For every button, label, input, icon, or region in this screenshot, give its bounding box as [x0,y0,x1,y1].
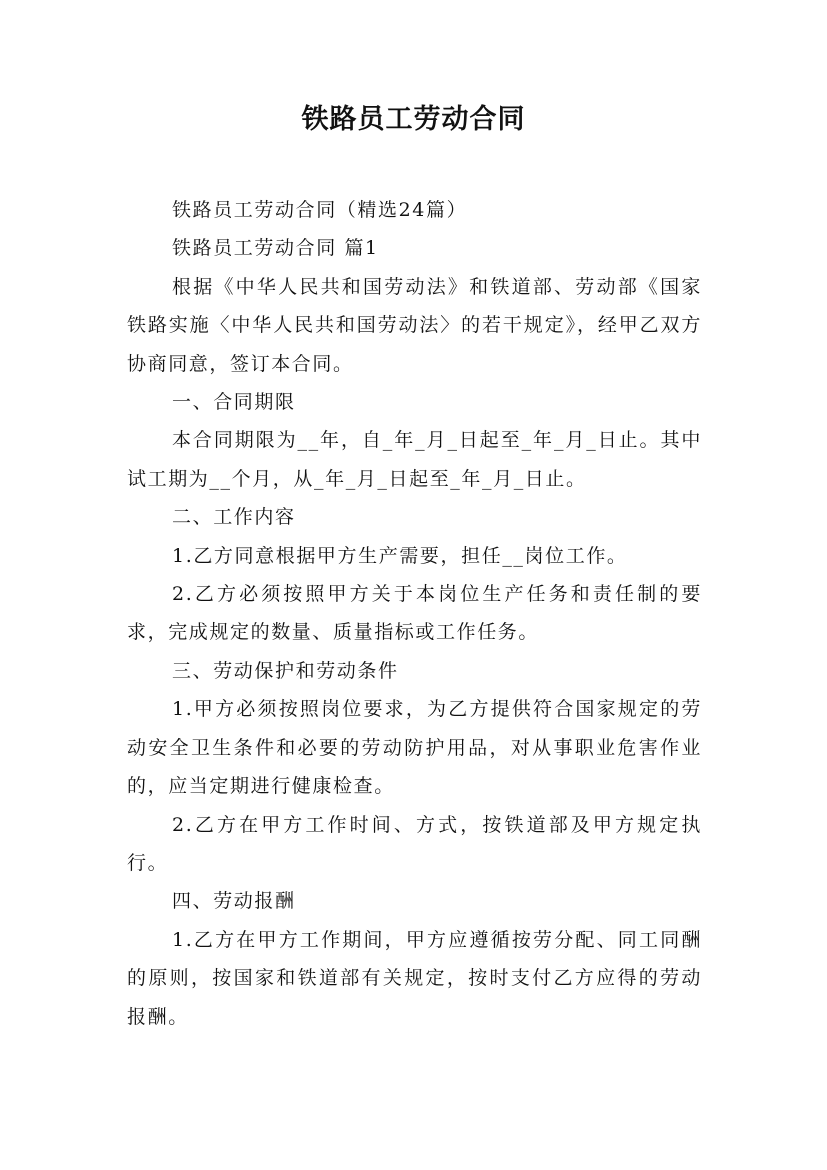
paragraph-section-heading: 铁路员工劳动合同 篇1 [172,237,379,260]
paragraph-heading-work-content: 二、工作内容 [172,506,296,529]
paragraph-heading-labor-protection: 三、劳动保护和劳动条件 [172,659,399,682]
document-body [127,191,702,1036]
paragraph-contract-term: 本合同期限为__年，自_年_月_日起至_年_月_日止。其中试工期为__个月，从_年_月_日起至_年_月_日止。 [127,429,702,490]
paragraph-preamble: 根据《中华人民共和国劳动法》和铁道部、劳动部《国家铁路实施〈中华人民共和国劳动法〉的若干规定》，经甲乙双方协商同意，签订本合同。 [127,275,702,375]
paragraph-labor-protection-2: 2.乙方在甲方工作时间、方式，按铁道部及甲方规定执行。 [127,813,702,874]
paragraph-subtitle: 铁路员工劳动合同（精选24篇） [172,199,468,221]
paragraph-work-content-2: 2.乙方必须按照甲方关于本岗位生产任务和责任制的要求，完成规定的数量、质量指标或工作任务。 [127,583,702,644]
paragraph-remuneration-1: 1.乙方在甲方工作期间，甲方应遵循按劳分配、同工同酬的原则，按国家和铁道部有关规定，按时支付乙方应得的劳动报酬。 [127,928,702,1028]
paragraph-heading-contract-term: 一、合同期限 [172,391,296,414]
paragraph-labor-protection-1: 1.甲方必须按照岗位要求，为乙方提供符合国家规定的劳动安全卫生条件和必要的劳动防护用品，对从事职业危害作业的，应当定期进行健康检查。 [127,698,702,798]
document-title: 铁路员工劳动合同 [301,104,526,135]
paragraph-heading-remuneration: 四、劳动报酬 [172,890,296,913]
paragraph-work-content-1: 1.乙方同意根据甲方生产需要，担任__岗位工作。 [172,544,628,567]
